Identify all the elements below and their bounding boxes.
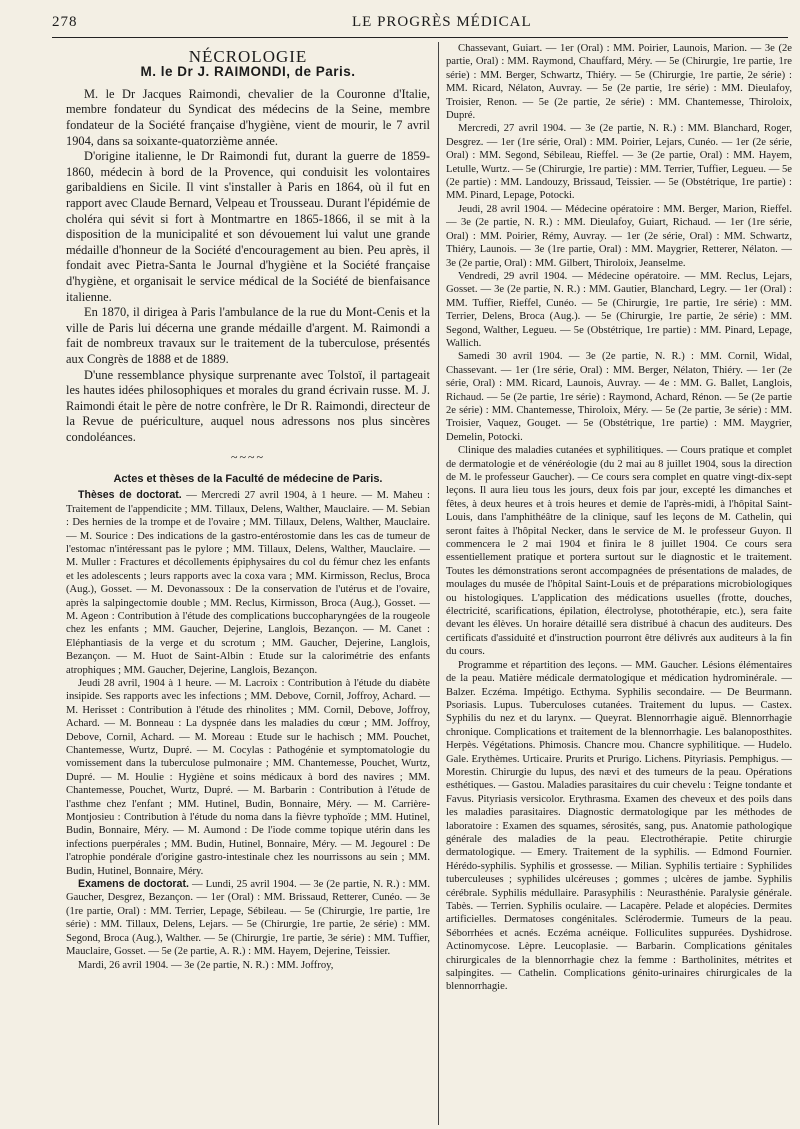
necrologie-title: NÉCROLOGIE [188, 47, 308, 66]
right-paragraph: Chassevant, Guiart. — 1er (Oral) : MM. Poirier, Launois, Marion. — 3e (2e partie, Oral) : MM. Raymond, Chauffard, Méry. — 5e (Chirurgie, 1re partie, 1re série) : MM. Berger, Schwartz, Thiéry. — 5e (Chirurgie, 1re partie, 2e série) : MM. Ricard, Nélaton, Auvray. — 5e (2e partie, 1re série) : MM. Dieulafoy, Troisier, Renon. — 5e (2e partie, 2e série) : MM. Chantemesse, Thiroloix, Dupré. [446, 43, 792, 122]
column-divider [438, 42, 439, 1125]
necrologie-paragraph: M. le Dr Jacques Raimondi, chevalier de la Couronne d'Italie, membre fondateur du Syndicat des médecins de la Seine, membre fondateur de la Société française d'hygiène, vient de mourir, le 7 avril 1904, dans sa soixante-quatorzième année. [66, 86, 430, 148]
right-paragraph: Mercredi, 27 avril 1904. — 3e (2e partie, N. R.) : MM. Blanchard, Roger, Desgrez. — 1er (1re série, Oral) : MM. Poirier, Lejars, Cunéo. — 1er (2e série, Oral) : MM. Segond, Sébileau, Rieffel. — 3e (2e partie, Oral) : MM. Hayem, Letulle, Wurtz. — 5e (Chirurgie, 1re partie) : MM. Terrier, Tuffier, Legueu. — 5e (2e partie) : MM. Landouzy, Brissaud, Teissier. — 5e (Obstétrique, 1re partie) : MM. Pinard, Lepage, Potocki. [446, 123, 792, 202]
page-header [52, 14, 788, 36]
necrologie-paragraph: D'une ressemblance physique surprenante avec Tolstoï, il partageait les hautes idées philosophiques et morales du grand écrivain russe. M. J. Raimondi était le père de notre confrère, le Dr R. Raimondi, directeur de la Revue de puériculture, auquel nous adressons nos plus sincères condoléances. [66, 367, 430, 444]
journal-title: LE PROGRÈS MÉDICAL [352, 14, 532, 30]
theses-text: — Mercredi 27 avril 1904, à 1 heure. — M. Maheu : Traitement de l'appendicite ; MM. Tillaux, Delens, Walther, Mauclaire. — M. Sebian : Des hernies de la trompe et de l'ovaire ; MM. Tillaux, Delens, Walther, Mauclaire. — M. Sourice : Des indications de la gastro-entérostomie dans les cas de tumeur de l'estomac n'intéressant pas le pylore ; MM. Tillaux, Delens, Walther, Mauclaire. — M. Muller : Fractures et décollements épiphysaires du col du fémur chez les enfants et les adolescents ; leurs rapports avec la coxa vara ; MM. Kirmisson, Reclus, Broca (Aug.), Gosset. — M. Devonassoux : De la conservation de l'utérus et de l'ovaire, après la salpingectomie double ; MM. Reclus, Kirmisson, Broca (Aug.), Gosset. — M. Ageon : Contribution à l'étude des complications buccopharyngées de la rougeole chez les enfants ; MM. Gaucher, Dejerine, Langlois, Bezançon. — M. Canet : Eléphantiasis de la verge et du scrotum ; MM. Gaucher, Dejerine, Langlois, Bezançon. — M. Huot de Saint-Albin : Etude sur la calorimétrie des enfants atrophiques ; MM. Gaucher, Dejerine, Langlois, Bezançon. [66, 490, 430, 676]
section-ornament: ~~~~ [231, 450, 265, 465]
examens-paragraph [66, 878, 430, 958]
actes-title: Actes et thèses de la Faculté de médecine de Paris. [113, 472, 383, 485]
right-paragraph: Samedi 30 avril 1904. — 3e (2e partie, N. R.) : MM. Cornil, Widal, Chassevant. — 1er (1re série, Oral) : MM. Berger, Nélaton, Thiéry. — 1er (2e série, Oral) : MM. Ricard, Launois, Auvray. — 4e : MM. G. Ballet, Langlois, Richaud. — 5e (2e partie, 1re série) : Raymond, Achard, Rénon. — 5e (2e partie 2e série) : MM. Chantemesse, Thiroloix, Méry. — 5e (2e partie, 3e série) : MM. Troisier, Vaquez, Gouget. — 5e (Obstétrique, 1re partie) : MM. Maygrier, Demelin, Potocki. [446, 351, 792, 443]
examens-text: — Lundi, 25 avril 1904. — 3e (2e partie, N. R.) : MM. Gaucher, Desgrez, Bezançon. — 1er (Oral) : MM. Brissaud, Retterer, Cunéo. — 3e (1re partie, Oral) : MM. Terrier, Lepage, Sébileau. — 5e (Chirurgie, 1re partie, 1re série) : MM. Tillaux, Delens, Lejars. — 5e (Chirurgie, 1re partie, 2e série) : MM. Segond, Broca (Aug.), Walther. — 5e (Chirurgie, 1re partie, 3e série) : MM. Tuffier, Mauclaire, Gosset. — 5e (2e partie, A. R.) : MM. Hayem, Dejerine, Teissier. [66, 879, 430, 958]
theses-label: Thèses de doctorat. [78, 489, 182, 502]
right-paragraph: Jeudi, 28 avril 1904. — Médecine opératoire : MM. Berger, Marion, Rieffel. — 3e (2e partie, N. R.) : MM. Dieulafoy, Guiart, Richaud. — 1er (1re série, Oral) : MM. Poirier, Rémy, Auvray. — 1er (2e série, Oral) : MM. Schwartz, Thiéry, Launois. — 3e (1re partie, Oral) : MM. Maygrier, Retterer, Nélaton. — 3e (2e partie, Oral) : MM. Gilbert, Thiroloix, Jeanselme. [446, 203, 792, 269]
examens-paragraph: Mardi, 26 avril 1904. — 3e (2e partie, N. R.) : MM. Joffroy, [78, 959, 334, 971]
theses-paragraph [66, 489, 430, 677]
header-rule [52, 37, 788, 38]
necrologie-paragraph: En 1870, il dirigea à Paris l'ambulance de la rue du Mont-Cenis et la ville de Paris lui décerna une grande médaille d'argent. M. Raimondi a fait de nombreux travaux sur le traitement de la tuberculose, présentés aux Congrès de 1888 et de 1889. [66, 305, 430, 366]
clinique-paragraph: Clinique des maladies cutanées et syphilitiques. — Cours pratique et complet de dermatologie et de vénéréologie (du 2 mai au 8 juillet 1904, sous la direction de M. le professeur Gaucher). — Ce cours sera complet en quatre vingt-dix-sept leçons. Il aura lieu tous les jours, deux fois par jour, excepté les dimanches et fêtes, à deux heures et à trois heures et demie de l'après-midi, à l'hôpital Saint-Louis, dans l'amphithéâtre de la clinique, sauf les leçons de M. Cathelin, qui seront faites à l'hôpital Necker, dans le service de M. le professeur Guyon. Il commencera le 2 mai 1904 et finira le 8 juillet 1904. Ce cours sera essentiellement pratique et portera surtout sur le diagnostic et le traitement. Toutes les démonstrations seront accompagnées de présentations de malades, de moulages du musée de l'hôpital Saint-Louis et de préparations microbiologiques ou histologiques. L'application des médications usuelles (frotte, douches, électricité, scarifications, épilation, électrolyse, photothérapie, etc.), sera faite devant les élèves. Un horaire détaillé sera distribué à chacun des auditeurs. Des certificats d'assiduité et d'instruction pourront être délivrés aux auditeurs à la fin du cours. [446, 445, 792, 658]
left-column [66, 42, 430, 1127]
right-paragraph: Vendredi, 29 avril 1904. — Médecine opératoire. — MM. Reclus, Lejars, Gosset. — 3e (2e partie, N. R.) : MM. Gautier, Blanchard, Legry. — 1er (Oral) : MM. Tuffier, Rieffel, Cunéo. — 5e (Chirurgie, 1re partie, 1re série) : MM. Terrier, Delens, Broca (Aug.). — 5e (Chirurgie, 1re partie, 2e série) : MM. Segond, Walther, Legueu. — 5e (Obstétrique, 1re partie) : MM. Pinard, Lepage, Wallich. [446, 270, 792, 349]
examens-label: Examens de doctorat. [78, 878, 189, 891]
theses-paragraph: Jeudi 28 avril, 1904 à 1 heure. — M. Lacroix : Contribution à l'étude du diabète insipide. Ses rapports avec les infections ; MM. Debove, Cornil, Joffroy, Achard. — M. Herisset : Contribution à l'étude des rhinolites ; MM. Cornil, Debove, Joffroy, Achard. — M. Bonneau : La dyspnée dans les maladies du cœur ; MM. Joffroy, Debove, Cornil, Achard. — M. Moreau : Etude sur le hachisch ; MM. Pouchet, Chantemesse, Wurtz, Dupré. — M. Cocylas : Pathogénie et symptomatologie du vomissement dans la tuberculose pulmonaire ; MM. Chantemesse, Pouchet, Wurtz, Dupré. — M. Houlie : Hygiène et soins médicaux à bord des navires ; MM. Chantemesse, Pouchet, Wurtz, Dupré. — M. Barbarin : Contribution à l'étude de l'asthme chez l'enfant ; MM. Hutinel, Budin, Bonnaire, Méry. — M. Carrière-Montjosieu : Contribution à l'étude du noma dans la fièvre typhoïde ; MM. Hutinel, Budin, Bonnaire, Méry. — M. Aumond : De l'iode comme topique utérin dans les infections puerpérales ; MM. Budin, Hutinel, Bonnaire, Méry. — M. Jegourel : De l'atrophie pondérale d'origine gastro-intestinale chez les nourrissons au sein ; MM. Budin, Hutinel, Bonnaire, Méry. [66, 677, 430, 877]
necrologie-subtitle: M. le Dr J. RAIMONDI, de Paris. [140, 64, 356, 80]
programme-paragraph: Programme et répartition des leçons. — MM. Gaucher. Lésions élémentaires de la peau. Matière médicale dermatologique et médication hydrominérale. — Balzer. Eczéma. Impétigo. Ecthyma. Syphilis secondaire. — De Beurmann. Psoriasis. Lupus. Tuberculoses cutanées. Traitement du lupus. — Castex. Syphilis du nez et du larynx. — Queyrat. Blennorrhagie aiguë. Blennorrhagie chronique. Complications et traitement de la blennorrhagie. Les balanoposthites. Herpès. Végétations. Phimosis. Chancre mou. Chancre syphilitique. — Hudelo. Gale. Erythèmes. Urticaire. Prurits et Prurigo. Lichens. Pityriasis. Pemphigus. — Morestin. Chirurgie du lupus, des nævi et des tumeurs de la peau. Opérations esthétiques. — Gastou. Maladies parasitaires du cuir chevelu : Teigne tondante et Favus. Pityriasis versicolor. Erythrasma. Examen des cheveux et des poils dans les maladies parasitaires. Diagnostic dermatologique par les méthodes de laboratoire : Examen des squames, sérosités, sang, pus. Anatomie pathologique générale des maladies de la peau. Electrothérapie. Petite chirurgie dermatologique. — Emery. Traitement de la syphilis. — Edmond Fournier. Hérédo-syphilis. Syphilis et grossesse. — Milian. Syphilis tertiaire : Syphilides tuberculeuses ; syphilides ulcéreuses ; gommes ; ulcères de jambe. Syphilis cérébrale. Syphilis médullaire. Parasyphilis : Neurasthénie. Paralysie générale. Tabès. — Terrien. Syphilis oculaire. — Lacapère. Pelade et alopécies. Dermites artificielles. Dermatoses congénitales. Sclérodermie. Tumeurs de la peau. Séborrhées et acnés. Eczéma acnéique. Folliculites suppurées. Dyshidrose. Actinomycose. Lèpre. Leucoplasie. — Barbarin. Complications génitales chirurgicales de la blennorrhagie chez la femme : Bartholinites, métrites et salpingites. — Cathelin. Complications génito-urinaires chirurgicales de la blennorrhagie. [446, 659, 792, 993]
right-column [446, 42, 792, 1127]
necrologie-paragraph: D'origine italienne, le Dr Raimondi fut, durant la guerre de 1859-1860, médecin à bord de la Provence, qui conduisit les volontaires garibaldiens en Sicile. Il vint s'installer à Paris en 1864, où il fut en rapport avec Claude Bernard, Velpeau et Trousseau. Durant l'épidémie de choléra qui sévit si fort à Montmartre en 1865-1866, il se mit à la disposition de la municipalité et son dévouement lui valut une grande médaille d'honneur de la Société d'encouragement au bien. Peu après, il fondait avec Pietra-Santa le Journal d'hygiène et la Société française d'hygiène, et organisait le service médical de la Société de bienfaisance italienne. [66, 149, 430, 304]
actes-section [66, 473, 430, 972]
page-number: 278 [52, 14, 78, 30]
necrologie-section [66, 47, 430, 445]
